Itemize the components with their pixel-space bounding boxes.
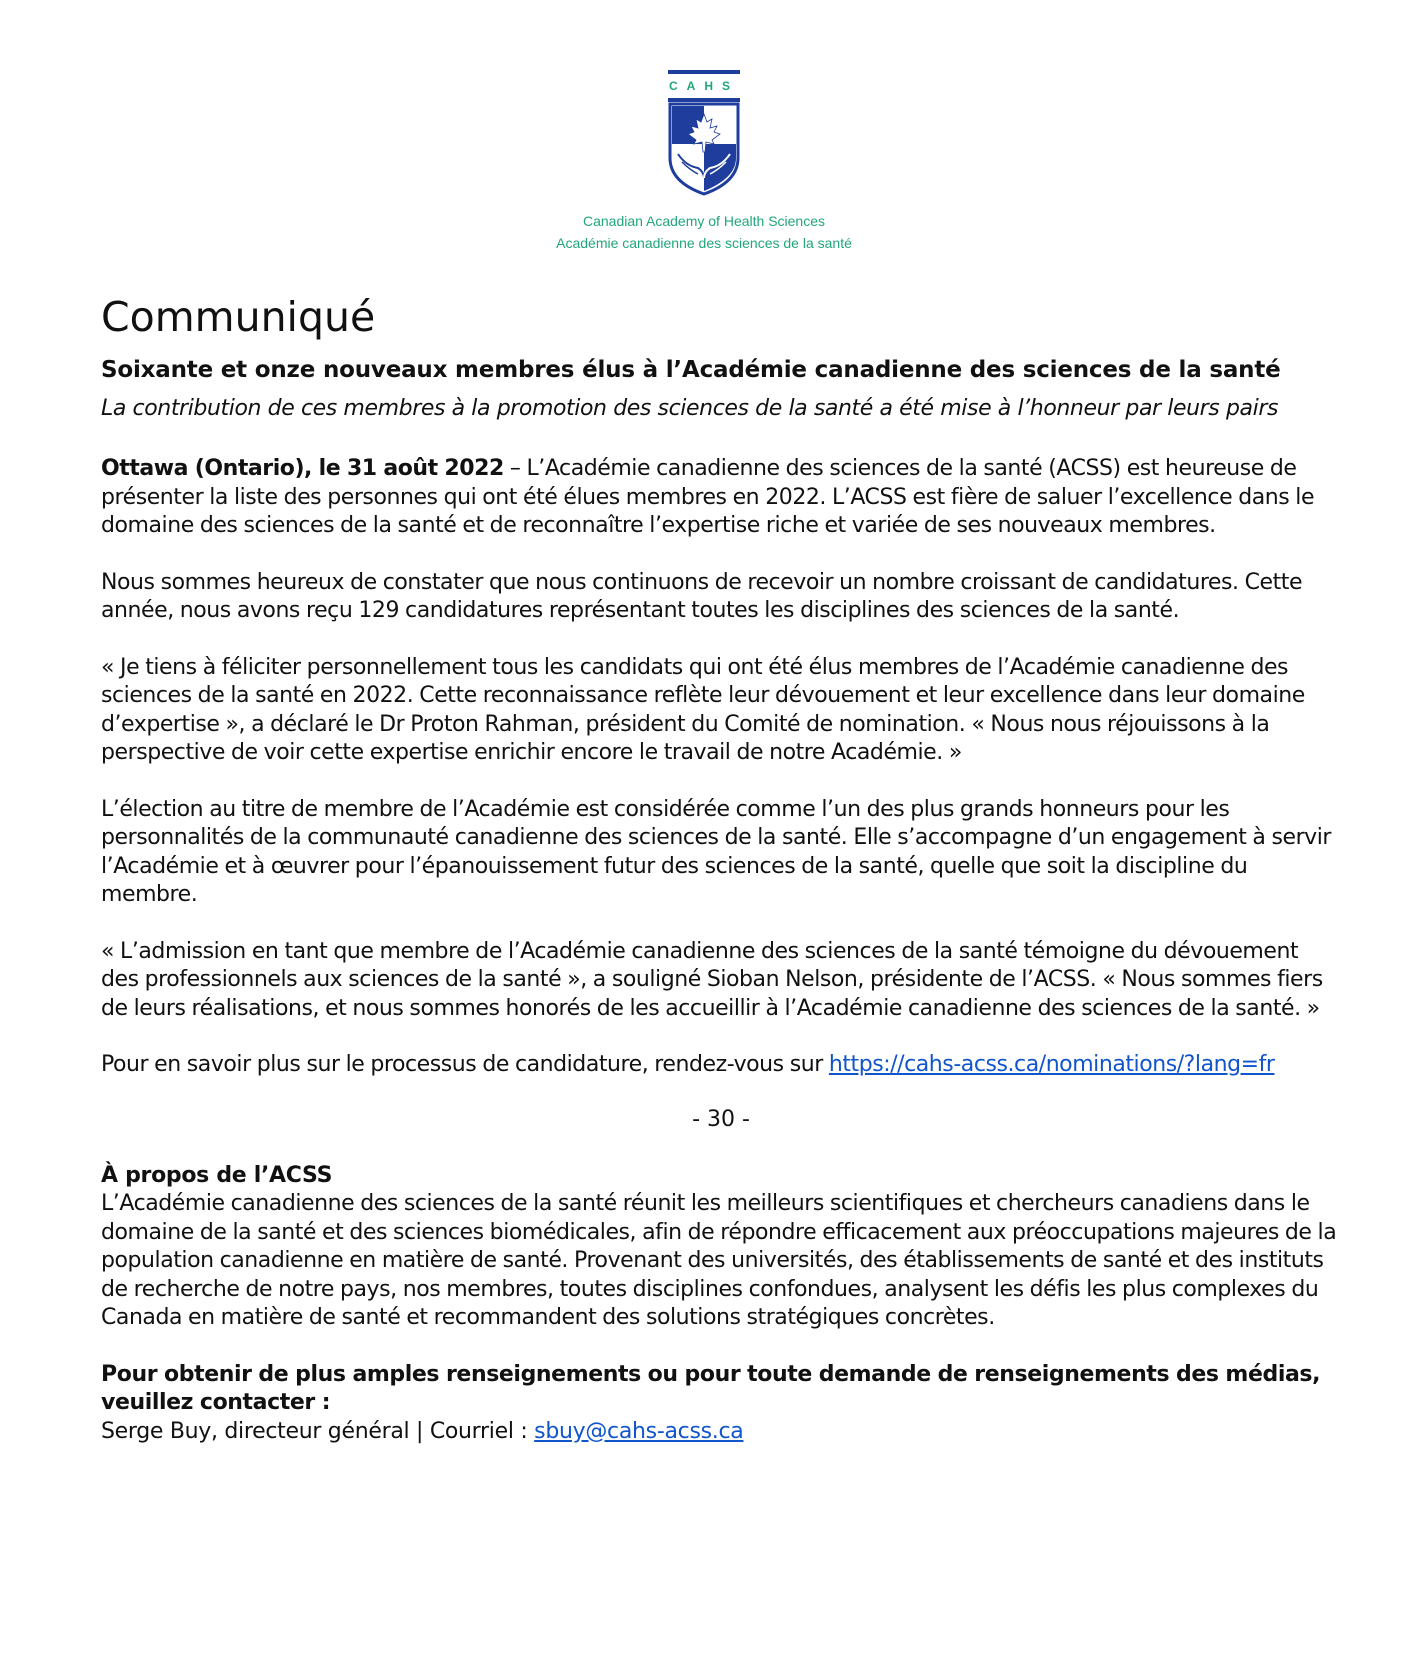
document-title: Communiqué: [101, 293, 376, 341]
contact-heading: Pour obtenir de plus amples renseignements ou pour toute demande de renseignements des médias, veuillez contacter :: [101, 1361, 1321, 1415]
paragraph-election-honour: L’élection au titre de membre de l’Académie est considérée comme l’un des plus grands honneurs pour les personnalités de la communauté canadienne des sciences de la santé. Elle s’accompagne d’un engagement à servir l’Académie et à œuvrer pour l’épanouissement futur des sciences de la santé, quelle que soit la discipline du membre.: [101, 796, 1332, 907]
press-release-headline: Soixante et onze nouveaux membres élus à l’Académie canadienne des sciences de la santé: [101, 357, 1281, 383]
paragraph-applications: Nous sommes heureux de constater que nous continuons de recevoir un nombre croissant de candidatures. Cette année, nous avons reçu 129 candidatures représentant toutes les disciplines des sciences de la santé.: [101, 569, 1303, 623]
press-release-subheadline: La contribution de ces membres à la promotion des sciences de la santé a été mise à l’honneur par leurs pairs: [101, 396, 1279, 421]
about-heading: À propos de l’ACSS: [101, 1162, 333, 1188]
intro-text: – L’Académie canadienne des sciences de la santé (ACSS) est heureuse de présenter la liste des personnes qui ont été élues membres en 2022. L’ACSS est fière de saluer l’excellence dans le domaine des sciences de la santé et de reconnaître l’expertise riche et variée de ses nouveaux membres.: [101, 456, 1315, 538]
more-info-text: Pour en savoir plus sur le processus de candidature, rendez-vous sur: [101, 1052, 829, 1077]
contact-name: Serge Buy, directeur général | Courriel :: [101, 1418, 535, 1444]
logo-name-french: Académie canadienne des sciences de la santé: [556, 235, 852, 251]
paragraph-more-info: [101, 1051, 1341, 1080]
paragraph-nelson-quote: « L’admission en tant que membre de l’Académie canadienne des sciences de la santé témoigne du dévouement des professionnels aux sciences de la santé », a souligné Sioban Nelson, présidente de l’ACSS. « Nous sommes fiers de leurs réalisations, et nous sommes honorés de les accueillir à l’Académie canadienne des sciences de la santé. »: [101, 938, 1323, 1021]
cahs-shield-icon: [668, 70, 740, 196]
end-marker: - 30 -: [692, 1106, 750, 1132]
paragraph-intro: [101, 455, 1341, 541]
contact-line: [101, 1418, 1341, 1447]
contact-email-link[interactable]: sbuy@cahs-acss.ca: [534, 1418, 744, 1444]
about-paragraph: L’Académie canadienne des sciences de la santé réunit les meilleurs scientifiques et chercheurs canadiens dans le domaine de la santé et des sciences biomédicales, afin de répondre efficacement aux préoccupations majeures de la population canadienne en matière de santé. Provenant des universités, des établissements de santé et des instituts de recherche de notre pays, nos membres, toutes disciplines confondues, analysent les défis les plus complexes du Canada en matière de santé et recommandent des solutions stratégiques concrètes.: [101, 1191, 1337, 1330]
logo-name-english: Canadian Academy of Health Sciences: [582, 213, 826, 229]
document-body: [101, 287, 1341, 1446]
paragraph-rahman-quote: « Je tiens à féliciter personnellement tous les candidats qui ont été élus membres de l’Académie canadienne des sciences de la santé en 2022. Cette reconnaissance reflète leur dévouement et leur excellence dans leur domaine d’expertise », a déclaré le Dr Proton Rahman, président du Comité de nomination. « Nous nous réjouissons à la perspective de voir cette expertise enrichir encore le travail de notre Académie. »: [101, 654, 1305, 765]
cahs-logo: [500, 70, 908, 270]
dateline: Ottawa (Ontario), le 31 août 2022: [101, 456, 504, 481]
logo-acronym-en: CAHS: [668, 79, 740, 93]
nominations-link[interactable]: https://cahs-acss.ca/nominations/?lang=fr: [828, 1052, 1275, 1077]
